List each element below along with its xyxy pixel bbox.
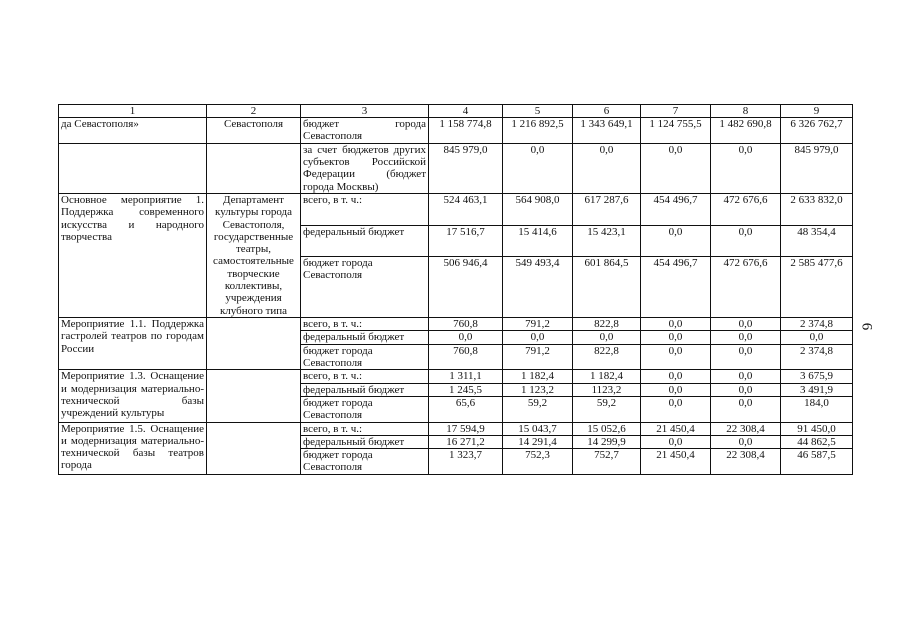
value-cell-col4: 1 311,1: [429, 370, 503, 383]
value-cell-col6: 15 423,1: [573, 225, 641, 257]
value-cell-col5: 0,0: [503, 143, 573, 193]
funding-source-cell: федеральный бюджет: [301, 331, 429, 344]
value-cell-col6: 752,7: [573, 449, 641, 475]
value-cell-col5: 15 043,7: [503, 422, 573, 435]
value-cell-col4: 17 594,9: [429, 422, 503, 435]
value-cell-col4: 17 516,7: [429, 225, 503, 257]
value-cell-col6: 1 182,4: [573, 370, 641, 383]
value-cell-col8: 0,0: [711, 370, 781, 383]
header-row: [59, 105, 853, 118]
table-row: [59, 318, 853, 331]
measure-name-cell: Мероприятие 1.5. Оснащение и модернизация материально-технической базы театров города: [59, 422, 207, 474]
value-cell-col7: 0,0: [641, 370, 711, 383]
value-cell-col5: 752,3: [503, 449, 573, 475]
measure-name-cell: да Севастополя»: [59, 118, 207, 144]
funding-source-cell: федеральный бюджет: [301, 383, 429, 396]
funding-source-cell: всего, в т. ч.:: [301, 370, 429, 383]
funding-source-cell: федеральный бюджет: [301, 435, 429, 448]
value-cell-col9: 3 675,9: [781, 370, 853, 383]
column-header-1: 1: [59, 105, 207, 118]
table-header: [59, 105, 853, 118]
value-cell-col7: 454 496,7: [641, 193, 711, 225]
value-cell-col9: 44 862,5: [781, 435, 853, 448]
value-cell-col4: 1 158 774,8: [429, 118, 503, 144]
value-cell-col8: 472 676,6: [711, 257, 781, 318]
executor-cell: [207, 422, 301, 474]
value-cell-col7: 0,0: [641, 318, 711, 331]
value-cell-col9: 6 326 762,7: [781, 118, 853, 144]
page-number: 6: [858, 322, 875, 331]
value-cell-col7: 0,0: [641, 383, 711, 396]
value-cell-col5: 59,2: [503, 396, 573, 422]
executor-cell: [207, 318, 301, 370]
funding-source-cell: бюджет города Севастополя: [301, 396, 429, 422]
funding-source-cell: всего, в т. ч.:: [301, 422, 429, 435]
value-cell-col5: 549 493,4: [503, 257, 573, 318]
value-cell-col5: 791,2: [503, 344, 573, 370]
value-cell-col8: 1 482 690,8: [711, 118, 781, 144]
value-cell-col9: 46 587,5: [781, 449, 853, 475]
table-row: [59, 118, 853, 144]
column-header-5: 5: [503, 105, 573, 118]
value-cell-col9: 48 354,4: [781, 225, 853, 257]
value-cell-col7: 454 496,7: [641, 257, 711, 318]
value-cell-col4: 845 979,0: [429, 143, 503, 193]
value-cell-col6: 15 052,6: [573, 422, 641, 435]
funding-source-cell: за счет бюджетов других субъектов Российской Федерации (бюджет города Москвы): [301, 143, 429, 193]
value-cell-col6: 822,8: [573, 344, 641, 370]
funding-source-cell: бюджет города Севастополя: [301, 118, 429, 144]
measure-name-cell: Основное мероприятие 1. Поддержка современного искусства и народного творчества: [59, 193, 207, 317]
value-cell-col6: 601 864,5: [573, 257, 641, 318]
value-cell-col9: 2 585 477,6: [781, 257, 853, 318]
value-cell-col5: 15 414,6: [503, 225, 573, 257]
value-cell-col8: 0,0: [711, 143, 781, 193]
table-row: [59, 143, 853, 193]
value-cell-col5: 1 182,4: [503, 370, 573, 383]
funding-source-cell: бюджет города Севастополя: [301, 344, 429, 370]
funding-source-cell: бюджет города Севастополя: [301, 257, 429, 318]
value-cell-col7: 0,0: [641, 143, 711, 193]
value-cell-col7: 21 450,4: [641, 449, 711, 475]
value-cell-col9: 845 979,0: [781, 143, 853, 193]
value-cell-col4: 65,6: [429, 396, 503, 422]
value-cell-col9: 184,0: [781, 396, 853, 422]
value-cell-col8: 0,0: [711, 331, 781, 344]
value-cell-col5: 1 216 892,5: [503, 118, 573, 144]
table-row: [59, 422, 853, 435]
column-header-2: 2: [207, 105, 301, 118]
value-cell-col4: 16 271,2: [429, 435, 503, 448]
value-cell-col8: 472 676,6: [711, 193, 781, 225]
value-cell-col5: 0,0: [503, 331, 573, 344]
value-cell-col5: 1 123,2: [503, 383, 573, 396]
executor-cell: [207, 143, 301, 193]
value-cell-col9: 2 374,8: [781, 318, 853, 331]
table-body: [59, 118, 853, 475]
value-cell-col4: 1 245,5: [429, 383, 503, 396]
column-header-6: 6: [573, 105, 641, 118]
column-header-4: 4: [429, 105, 503, 118]
funding-source-cell: всего, в т. ч.:: [301, 193, 429, 225]
value-cell-col5: 14 291,4: [503, 435, 573, 448]
value-cell-col4: 524 463,1: [429, 193, 503, 225]
value-cell-col4: 760,8: [429, 318, 503, 331]
value-cell-col8: 0,0: [711, 383, 781, 396]
value-cell-col7: 0,0: [641, 225, 711, 257]
value-cell-col7: 0,0: [641, 344, 711, 370]
value-cell-col4: 506 946,4: [429, 257, 503, 318]
funding-source-cell: всего, в т. ч.:: [301, 318, 429, 331]
measure-name-cell: [59, 143, 207, 193]
value-cell-col5: 791,2: [503, 318, 573, 331]
value-cell-col4: 1 323,7: [429, 449, 503, 475]
funding-source-cell: бюджет города Севастополя: [301, 449, 429, 475]
value-cell-col6: 0,0: [573, 331, 641, 344]
table-row: [59, 370, 853, 383]
value-cell-col8: 0,0: [711, 396, 781, 422]
value-cell-col8: 0,0: [711, 318, 781, 331]
column-header-3: 3: [301, 105, 429, 118]
value-cell-col6: 1123,2: [573, 383, 641, 396]
value-cell-col9: 2 633 832,0: [781, 193, 853, 225]
executor-cell: [207, 370, 301, 422]
executor-cell: Департамент культуры города Севастополя, государственные театры, самостоятельные творческие коллективы, учреждения клубного типа: [207, 193, 301, 317]
value-cell-col8: 22 308,4: [711, 422, 781, 435]
value-cell-col9: 91 450,0: [781, 422, 853, 435]
measure-name-cell: Мероприятие 1.1. Поддержка гастролей театров по городам России: [59, 318, 207, 370]
value-cell-col7: 21 450,4: [641, 422, 711, 435]
value-cell-col5: 564 908,0: [503, 193, 573, 225]
value-cell-col6: 822,8: [573, 318, 641, 331]
value-cell-col8: 0,0: [711, 435, 781, 448]
value-cell-col9: 0,0: [781, 331, 853, 344]
value-cell-col6: 617 287,6: [573, 193, 641, 225]
value-cell-col4: 760,8: [429, 344, 503, 370]
column-header-7: 7: [641, 105, 711, 118]
value-cell-col6: 14 299,9: [573, 435, 641, 448]
value-cell-col7: 1 124 755,5: [641, 118, 711, 144]
column-header-9: 9: [781, 105, 853, 118]
value-cell-col8: 22 308,4: [711, 449, 781, 475]
value-cell-col6: 59,2: [573, 396, 641, 422]
value-cell-col6: 0,0: [573, 143, 641, 193]
value-cell-col7: 0,0: [641, 396, 711, 422]
value-cell-col6: 1 343 649,1: [573, 118, 641, 144]
column-header-8: 8: [711, 105, 781, 118]
value-cell-col7: 0,0: [641, 435, 711, 448]
value-cell-col9: 3 491,9: [781, 383, 853, 396]
funding-source-cell: федеральный бюджет: [301, 225, 429, 257]
value-cell-col7: 0,0: [641, 331, 711, 344]
value-cell-col9: 2 374,8: [781, 344, 853, 370]
value-cell-col4: 0,0: [429, 331, 503, 344]
budget-table: [58, 104, 853, 475]
table-row: [59, 193, 853, 225]
value-cell-col8: 0,0: [711, 225, 781, 257]
measure-name-cell: Мероприятие 1.3. Оснащение и модернизация материально-технической базы учреждений культуры: [59, 370, 207, 422]
executor-cell: Севастополя: [207, 118, 301, 144]
value-cell-col8: 0,0: [711, 344, 781, 370]
